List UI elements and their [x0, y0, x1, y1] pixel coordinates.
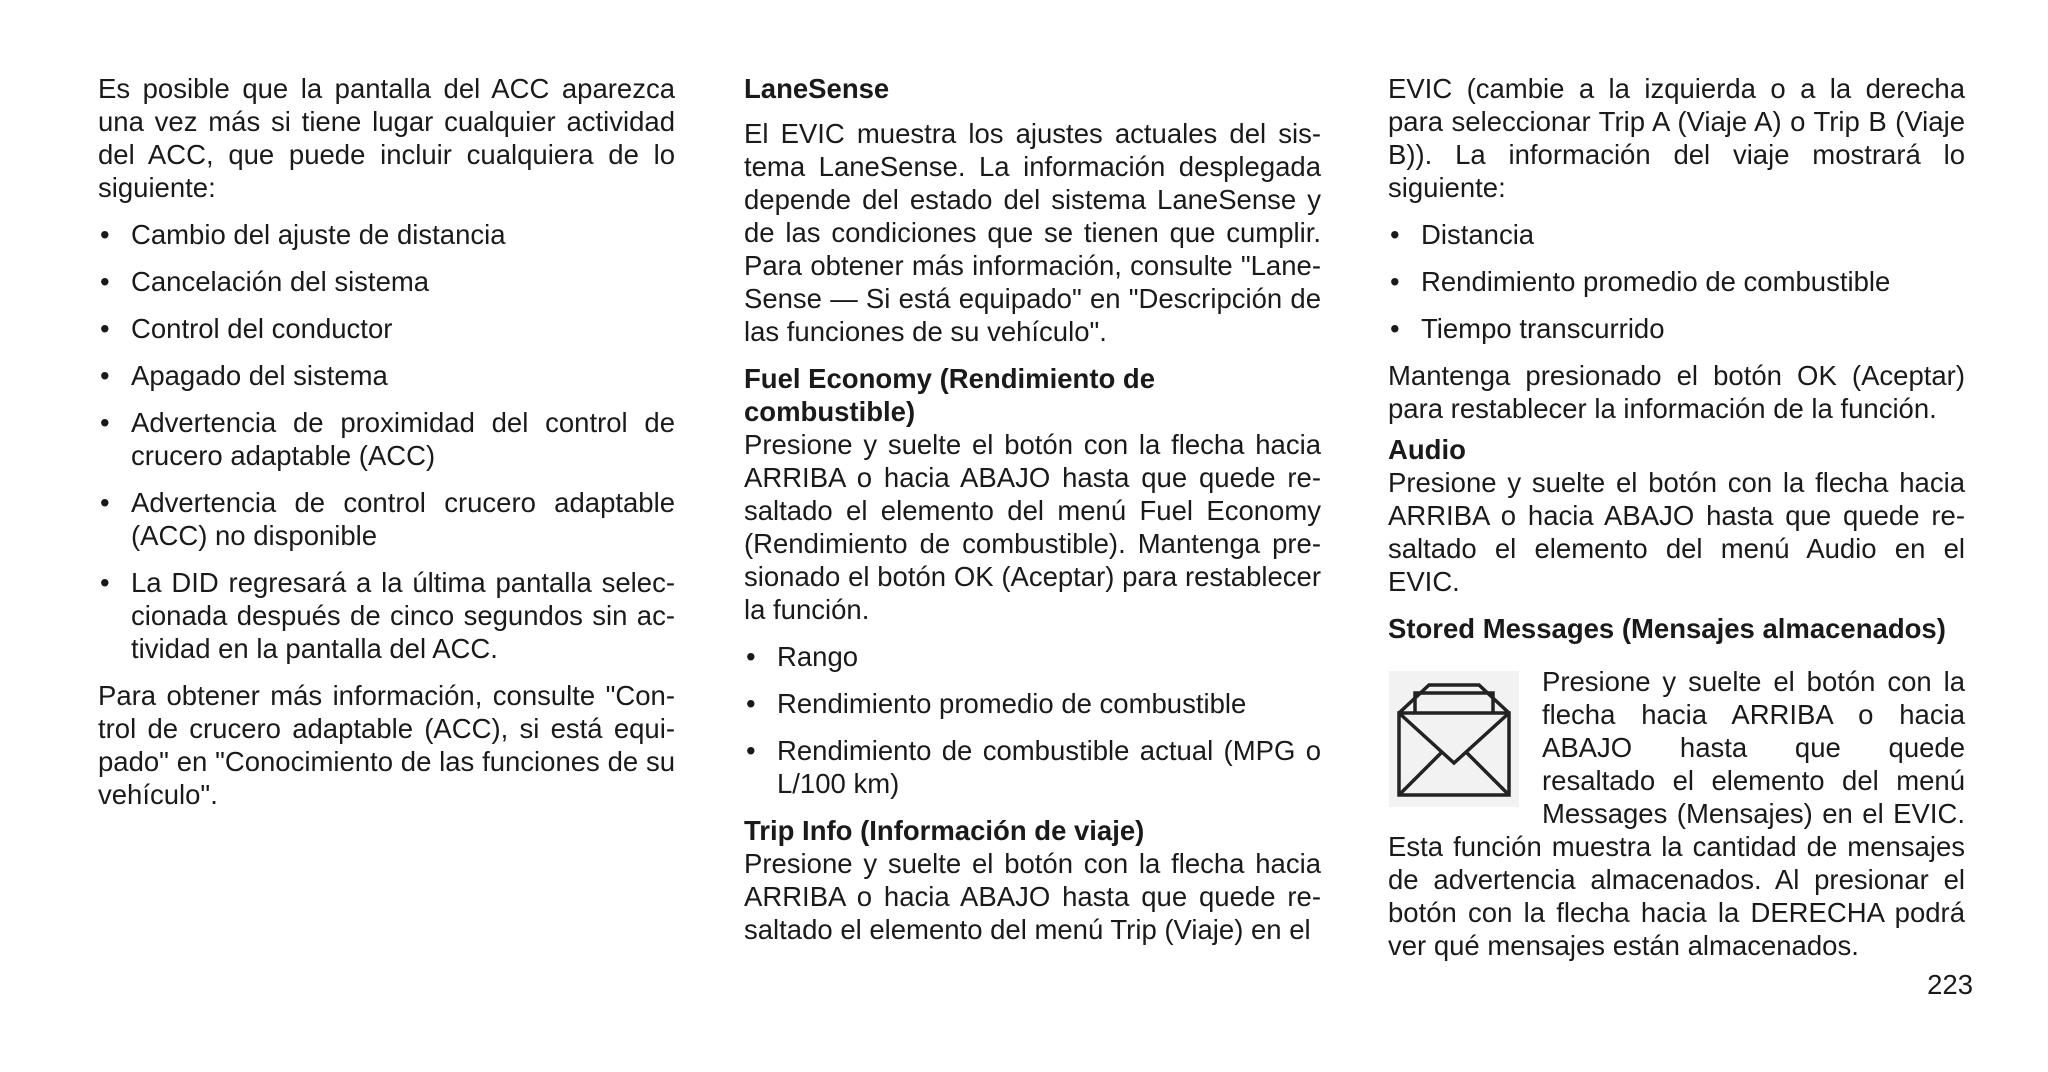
column-2: [744, 72, 1321, 960]
acc-reference-paragraph: Para obtener más información, consulte "Control de crucero adaptable (ACC), si está equipado" en "Conocimiento de las funciones de su vehículo".: [98, 680, 675, 810]
trip-info-continued-paragraph: EVIC (cambie a la izquierda o a la derecha para seleccionar Trip A (Viaje A) o Trip B (Viaje B)). La información del viaje mostrará lo siguiente:: [1388, 73, 1965, 203]
stored-messages-block: [1388, 665, 1965, 962]
trip-reset-paragraph: Mantenga presionado el botón OK (Aceptar) para restablecer la información de la función.: [1388, 360, 1965, 424]
list-item: • La DID regresará a la última pantalla seleccionada después de cinco segundos sin actividad en la pantalla del ACC.: [98, 566, 675, 665]
acc-intro-paragraph: Es posible que la pantalla del ACC aparezca una vez más si tiene lugar cualquier actividad del ACC, que puede incluir cualquiera de lo siguiente:: [98, 73, 675, 203]
list-item: • Apagado del sistema: [98, 359, 675, 392]
list-item: • Advertencia de proximidad del control de crucero adaptable (ACC): [98, 406, 675, 472]
column-3: [1388, 72, 1965, 962]
lanesense-paragraph: El EVIC muestra los ajustes actuales del sistema LaneSense. La información desplegada depende del estado del sistema LaneSense y de las condiciones que se tienen que cumplir. Para obtener más información, consulte "LaneSense — Si está equipado" en "Descripción de las funciones de su vehículo".: [744, 118, 1321, 347]
audio-heading: Audio: [1388, 434, 1466, 465]
lanesense-heading: LaneSense: [744, 73, 890, 104]
list-item: • Rendimiento promedio de combustible: [1388, 265, 1965, 298]
trip-info-heading: Trip Info (Información de viaje): [744, 815, 1145, 846]
list-item: • Advertencia de control crucero adaptable (ACC) no disponible: [98, 486, 675, 552]
list-item: • Cancelación del sistema: [98, 265, 675, 298]
fuel-economy-paragraph: Presione y suelte el botón con la flecha hacia ARRIBA o hacia ABAJO hasta que quede resaltado el elemento del menú Fuel Economy (Rendimiento de combustible). Mantenga presionado el botón OK (Aceptar) para restablecer la función.: [744, 429, 1321, 625]
stored-messages-heading: Stored Messages (Mensajes almacenados): [1388, 613, 1946, 644]
list-item: • Tiempo transcurrido: [1388, 312, 1965, 345]
list-item: • Cambio del ajuste de distancia: [98, 218, 675, 251]
list-item: • Distancia: [1388, 218, 1965, 251]
fuel-economy-heading: Fuel Economy (Rendimiento de combustible): [744, 363, 1156, 427]
list-item: • Rendimiento promedio de combustible: [744, 687, 1321, 720]
page-number: 223: [1927, 969, 1973, 1000]
column-1: [98, 72, 675, 825]
fuel-economy-list: [744, 640, 1321, 800]
stored-messages-paragraph: Presione y suelte el botón con la flecha hacia ARRIBA o hacia ABAJO hasta que quede resaltado el elemento del menú Messages (Mensajes) en el EVIC. Esta función muestra la cantidad de mensajes de advertencia almacenados. Al presionar el botón con la flecha hacia la DERECHA podrá ver qué mensajes están almacenados.: [1388, 666, 1965, 961]
open-envelope-icon: [1388, 671, 1520, 811]
list-item: • Control del conductor: [98, 312, 675, 345]
list-item: • Rango: [744, 640, 1321, 673]
acc-activity-list: [98, 218, 675, 665]
trip-info-list: [1388, 218, 1965, 345]
list-item: • Rendimiento de combustible actual (MPG o L/100 km): [744, 734, 1321, 800]
audio-paragraph: Presione y suelte el botón con la flecha hacia ARRIBA o hacia ABAJO hasta que quede resaltado el elemento del menú Audio en el EVIC.: [1388, 467, 1965, 597]
trip-info-paragraph: Presione y suelte el botón con la flecha hacia ARRIBA o hacia ABAJO hasta que quede resaltado el elemento del menú Trip (Viaje) en el: [744, 848, 1321, 945]
